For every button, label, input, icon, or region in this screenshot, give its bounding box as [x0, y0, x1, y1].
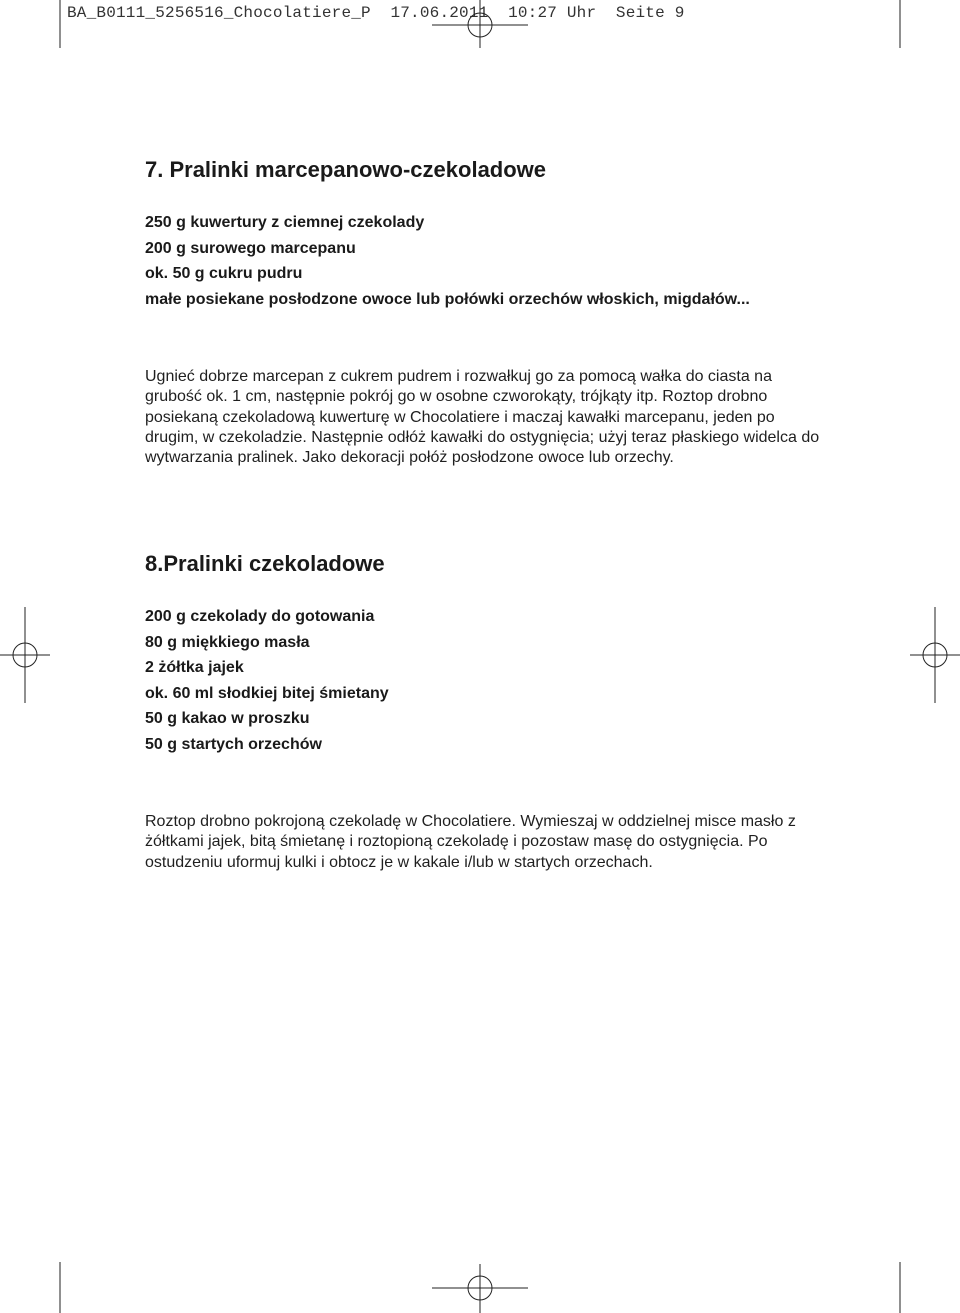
registration-mark-top-icon: [432, 0, 528, 48]
ingredient-item: 80 g miękkiego masła: [145, 633, 310, 651]
recipe-instructions: Ugnieć dobrze marcepan z cukrem pudrem i rozwałkuj go za pomocą wałka do ciasta na grubość ok. 1 cm, następnie pokrój go w osobne czworokąty, trójkąty itp. Roztop drobno posiekaną czekoladową kuwerturę w Chocolatiere i maczaj kawałki marcepanu, jeden po drugim, w czekoladzie. Następnie odłóż kawałki do ostygnięcia; użyj teraz płaskiego widelca do wytwarzania pralinek. Jako dekoracji połóż posłodzone owoce lub orzechy.: [145, 368, 820, 467]
ingredient-item: 250 g kuwertury z ciemnej czekolady: [145, 214, 425, 231]
recipe-title: 8.Pralinki czekoladowe: [145, 551, 385, 576]
recipe-title: 7. Pralinki marcepanowo-czekoladowe: [145, 157, 547, 182]
ingredient-list: [145, 604, 845, 757]
registration-mark-right-icon: [910, 607, 960, 703]
ingredient-list: [145, 210, 845, 312]
ingredient-item: 200 g czekolady do gotowania: [145, 608, 375, 625]
registration-mark-bottom-icon: [432, 1264, 528, 1313]
ingredient-item: 200 g surowego marcepanu: [145, 239, 356, 257]
ingredient-item: małe posiekane posłodzone owoce lub połówki orzechów włoskich, migdałów...: [145, 290, 750, 308]
registration-mark-left-icon: [0, 607, 50, 703]
ingredient-item: ok. 60 ml słodkiej bitej śmietany: [145, 684, 389, 702]
print-slug-line: BA_B0111_5256516_Chocolatiere_P 17.06.2011 10:27 Uhr Seite 9: [67, 4, 685, 22]
recipe-instructions: Roztop drobno pokrojoną czekoladę w Chocolatiere. Wymieszaj w oddzielnej misce masło z żółtkami jajek, bitą śmietanę i roztopioną czekoladę i pozostaw masę do ostygnięcia. Po ostudzeniu uformuj kulki i obtocz je w kakale i/lub w startych orzechach.: [145, 813, 796, 871]
ingredient-item: 2 żółtka jajek: [145, 659, 244, 676]
ingredient-item: ok. 50 g cukru pudru: [145, 265, 303, 282]
ingredient-item: 50 g kakao w proszku: [145, 710, 310, 727]
ingredient-item: 50 g startych orzechów: [145, 735, 322, 753]
